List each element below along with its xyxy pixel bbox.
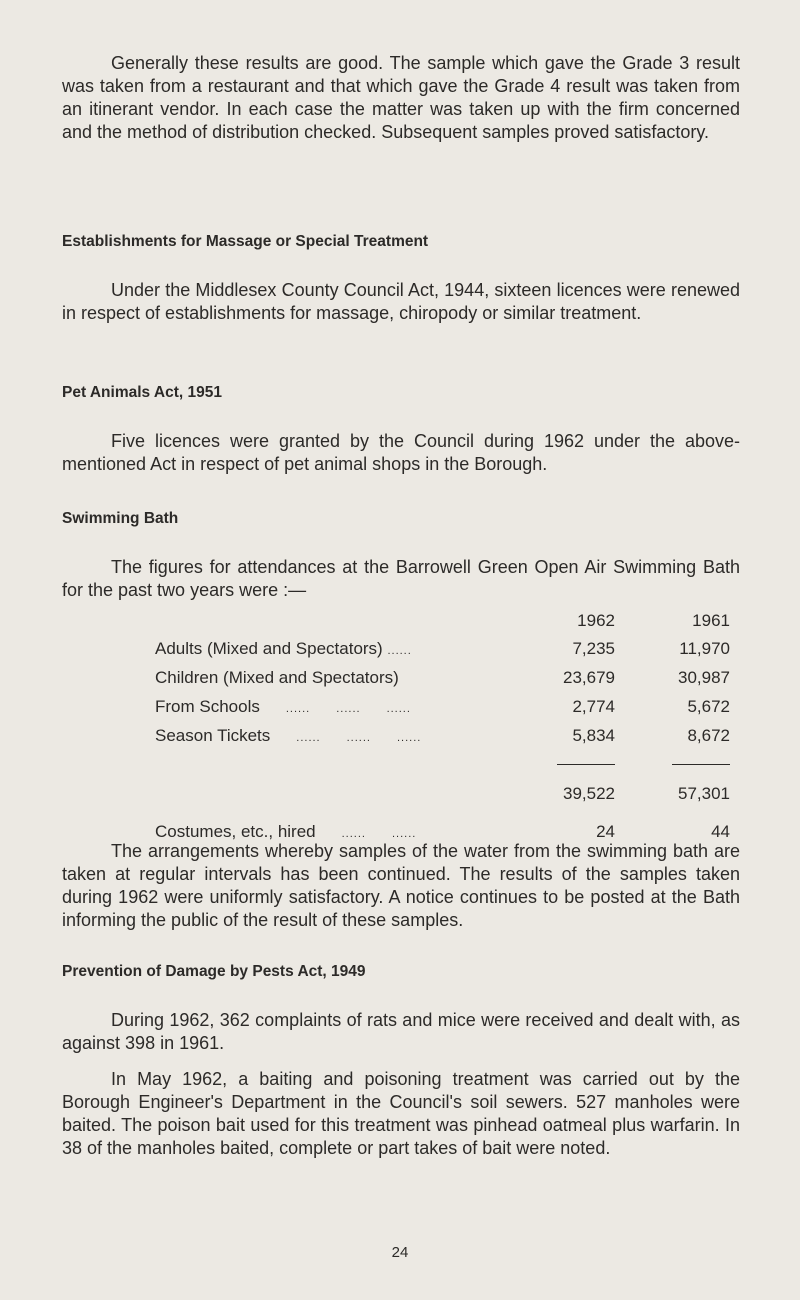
leader-dots: ...... (285, 702, 311, 715)
table-row (155, 692, 730, 721)
total-1962: 39,522 (563, 784, 615, 803)
page-number: 24 (391, 1244, 409, 1261)
swimming-after-paragraph: The arrangements whereby samples of the water from the swimming bath are taken at regular intervals has been continued. The results of the samples taken during 1962 were uniformly satisfactory. A notice continues to be posted at the Bath informing the public of the result of these samples. (62, 841, 740, 930)
row-label: Season Tickets (155, 725, 271, 745)
leader-dots: ...... (386, 702, 411, 715)
total-rule-row (155, 750, 730, 779)
row-label: Children (Mixed and Spectators) (155, 667, 399, 687)
cell-1962: 7,235 (572, 638, 615, 658)
table-header-row (155, 608, 730, 634)
heading-swimming-bath: Swimming Bath (62, 510, 179, 527)
heading-pet-animals: Pet Animals Act, 1951 (62, 384, 222, 401)
cell-1961: 30,987 (678, 667, 730, 687)
leader-dots: ...... (387, 644, 412, 657)
heading-massage: Establishments for Massage or Special Treatment (62, 233, 429, 250)
intro-paragraph: Generally these results are good. The sample which gave the Grade 3 result was taken from a restaurant and that which gave the Grade 4 result was taken from an itinerant vendor. In each case the matter was taken up with the firm concerned and the method of distribution checked. Subsequent samples proved satisfactory. (62, 53, 740, 142)
leader-dots: ...... (341, 827, 366, 840)
cell-1961: 11,970 (679, 638, 730, 658)
total-rule (557, 764, 615, 765)
cell-1962: 24 (596, 821, 615, 841)
leader-dots: ...... (391, 827, 417, 840)
leader-dots: ...... (396, 731, 422, 744)
pests-paragraph-2: In May 1962, a baiting and poisoning treatment was carried out by the Borough Engineer's Department in the Council's soil sewers. 527 manholes were baited. The poison bait used for this treatment was pinhead oatmeal plus warfarin. In 38 of the manholes baited, complete or part takes of bait were noted. (62, 1069, 740, 1158)
heading-pests: Prevention of Damage by Pests Act, 1949 (62, 963, 366, 980)
attendance-table (155, 608, 730, 846)
swimming-intro-paragraph: The figures for attendances at the Barrowell Green Open Air Swimming Bath for the past two years were :— (62, 557, 740, 600)
table-row (155, 634, 730, 663)
cell-1962: 2,774 (572, 696, 615, 716)
cell-1961: 8,672 (687, 725, 730, 745)
total-row (155, 779, 730, 809)
cell-1962: 5,834 (572, 725, 615, 745)
table-row (155, 721, 730, 750)
massage-paragraph: Under the Middlesex County Council Act, 1944, sixteen licences were renewed in respect of establishments for massage, chiropody or similar treatment. (62, 280, 740, 323)
row-label: Costumes, etc., hired (155, 821, 316, 841)
leader-dots: ...... (296, 731, 321, 744)
cell-1962: 23,679 (563, 667, 615, 687)
leader-dots: ...... (336, 702, 361, 715)
row-label: Adults (Mixed and Spectators) (155, 638, 383, 658)
year-header-1961: 1961 (692, 611, 730, 630)
pests-paragraph-1: During 1962, 362 complaints of rats and mice were received and dealt with, as against 398 in 1961. (62, 1010, 740, 1053)
table-row (155, 663, 730, 692)
cell-1961: 44 (711, 821, 730, 841)
year-header-1962: 1962 (577, 611, 615, 630)
cell-1961: 5,672 (687, 696, 730, 716)
row-label: From Schools (155, 696, 260, 716)
total-1961: 57,301 (678, 784, 730, 803)
total-rule (672, 764, 730, 765)
leader-dots: ...... (346, 731, 371, 744)
pet-animals-paragraph: Five licences were granted by the Council during 1962 under the above-mentioned Act in respect of pet animal shops in the Borough. (62, 431, 740, 474)
